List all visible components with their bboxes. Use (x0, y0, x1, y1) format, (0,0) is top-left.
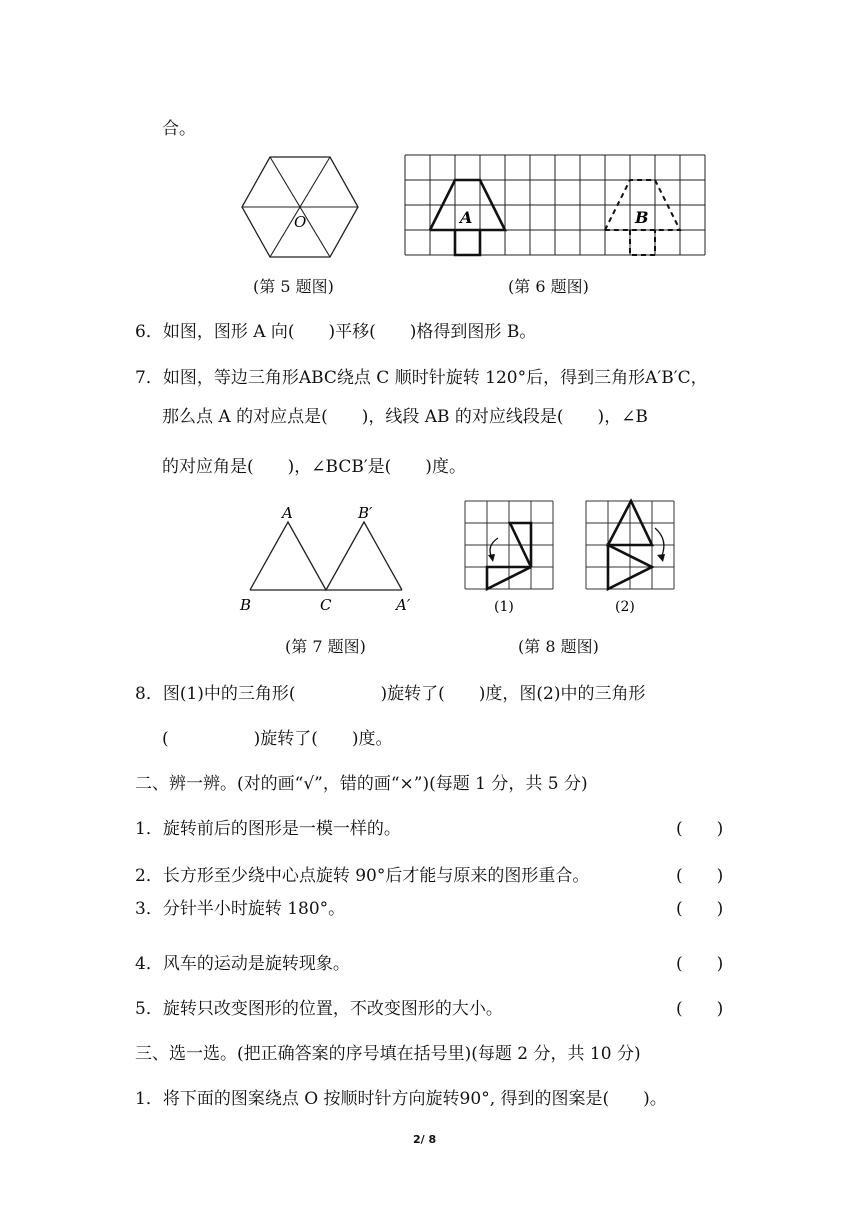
choice-question-1: 1．将下面的图案绕点 O 按顺时针方向旋转90°, 得到的图案是( )。 (135, 1089, 667, 1109)
section-2-heading: 二、辨一辨。(对的画“√”，错的画“×”)(每题 1 分，共 5 分) (135, 774, 588, 794)
vertex-a-label: A (282, 504, 293, 522)
hexagon-center-label: O (294, 213, 307, 231)
shape-b-label: B (635, 208, 649, 227)
question-8-line1: 8．图(1)中的三角形( )旋转了( )度，图(2)中的三角形 (135, 684, 646, 704)
caption-fig6: (第 6 题图) (508, 277, 589, 296)
figure-8-grid-2 (585, 500, 677, 618)
vertex-b-prime-label: B′ (358, 504, 373, 522)
section-3-heading: 三、选一选。(把正确答案的序号填在括号里)(每题 2 分，共 10 分) (135, 1044, 641, 1064)
question-7-line2: 那么点 A 的对应点是( )，线段 AB 的对应线段是( )，∠B (162, 407, 648, 427)
vertex-b-label: B (240, 596, 252, 614)
judge-item-1: 1．旋转前后的图形是一模一样的。 (135, 819, 401, 839)
figure-7-triangles (238, 500, 428, 618)
figure-5-hexagon (240, 155, 360, 259)
answer-paren-3[interactable]: ( ) (676, 899, 724, 919)
subfigure-2-label: (2) (615, 599, 635, 615)
question-7-line3: 的对应角是( )，∠BCB′是( )度。 (162, 457, 466, 477)
figure-6-grid (405, 155, 705, 257)
subfigure-1-label: (1) (494, 599, 514, 615)
judge-item-3: 3．分针半小时旋转 180°。 (135, 899, 346, 919)
question-8-line2: ( )旋转了( )度。 (162, 729, 393, 749)
judge-item-2: 2．长方形至少绕中心点旋转 90°后才能与原来的图形重合。 (135, 866, 590, 886)
answer-paren-1[interactable]: ( ) (676, 819, 724, 839)
vertex-c-label: C (320, 596, 332, 614)
shape-a-label: A (460, 208, 473, 227)
question-7-line1: 7．如图，等边三角形ABC绕点 C 顺时针旋转 120°后，得到三角形A′B′C， (135, 368, 708, 388)
judge-item-4: 4．风车的运动是旋转现象。 (135, 954, 350, 974)
page-number: 2/ 8 (413, 1133, 437, 1146)
caption-fig8: (第 8 题图) (518, 637, 599, 656)
caption-fig5: (第 5 题图) (253, 277, 334, 296)
question-6: 6．如图，图形 A 向( )平移( )格得到图形 B。 (135, 322, 537, 342)
judge-item-5: 5．旋转只改变图形的位置，不改变图形的大小。 (135, 999, 503, 1019)
caption-fig7: (第 7 题图) (285, 637, 366, 656)
figure-8-grid-1 (464, 500, 556, 618)
answer-paren-5[interactable]: ( ) (676, 999, 724, 1019)
text-line-continuation: 合。 (162, 119, 196, 139)
answer-paren-4[interactable]: ( ) (676, 954, 724, 974)
answer-paren-2[interactable]: ( ) (676, 866, 724, 886)
vertex-a-prime-label: A′ (396, 596, 411, 614)
